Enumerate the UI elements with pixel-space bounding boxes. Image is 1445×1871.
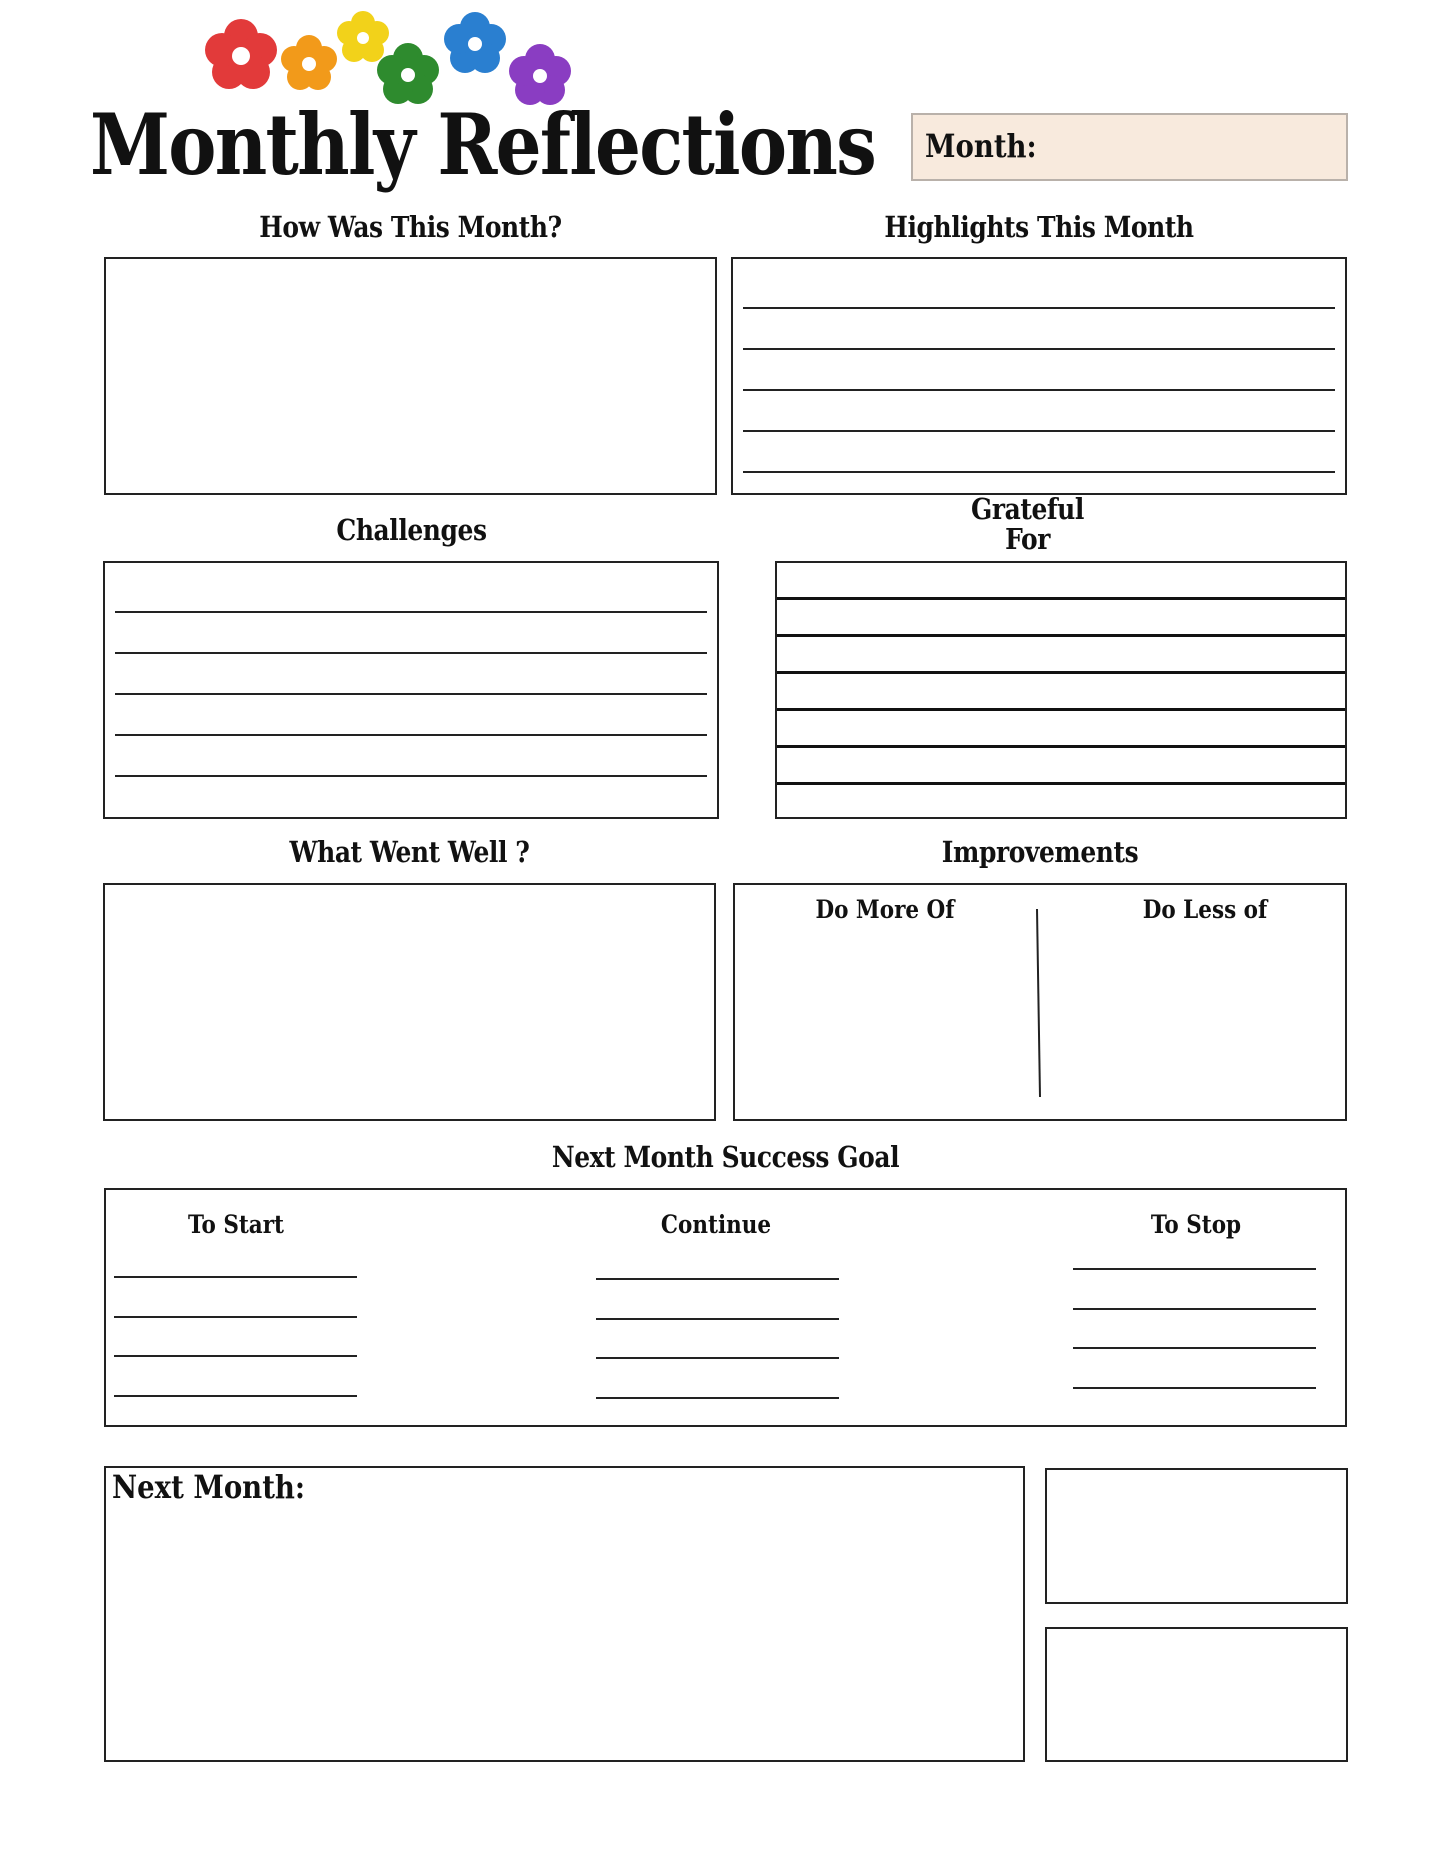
writing-line	[596, 1318, 839, 1320]
writing-line	[115, 652, 707, 654]
month-field[interactable]	[911, 113, 1348, 181]
writing-line	[115, 693, 707, 695]
writing-line	[777, 671, 1345, 674]
writing-line	[1073, 1268, 1316, 1270]
how-was-box[interactable]	[104, 257, 717, 495]
writing-line	[1073, 1387, 1316, 1389]
success-goal-heading: Next Month Success Goal	[551, 1140, 900, 1174]
note-box-bottom[interactable]	[1045, 1627, 1348, 1762]
do-less-label: Do Less of	[1142, 895, 1268, 924]
to-stop-label: To Stop	[1150, 1210, 1242, 1239]
grateful-heading-line1: Grateful	[971, 492, 1084, 526]
writing-line	[777, 782, 1345, 785]
month-label: Month:	[925, 127, 1037, 165]
writing-line	[1073, 1308, 1316, 1310]
writing-line	[777, 708, 1345, 711]
do-more-label: Do More Of	[815, 895, 955, 924]
writing-line	[743, 348, 1335, 350]
writing-line	[1073, 1347, 1316, 1349]
writing-line	[743, 430, 1335, 432]
highlights-box[interactable]	[731, 257, 1347, 495]
writing-line	[596, 1397, 839, 1399]
writing-line	[743, 389, 1335, 391]
success-goal-box[interactable]	[104, 1188, 1347, 1427]
writing-line	[596, 1278, 839, 1280]
grateful-heading	[810, 494, 1244, 554]
writing-line	[777, 634, 1345, 637]
writing-line	[115, 611, 707, 613]
next-month-label: Next Month:	[112, 1468, 306, 1506]
improvements-heading: Improvements	[941, 835, 1139, 869]
challenges-heading: Challenges	[336, 513, 487, 547]
challenges-box[interactable]	[103, 561, 719, 819]
grateful-heading-line2: For	[1005, 522, 1050, 556]
writing-line	[114, 1276, 357, 1278]
writing-line	[114, 1355, 357, 1357]
writing-line	[115, 734, 707, 736]
grateful-box[interactable]	[775, 561, 1347, 819]
went-well-heading: What Went Well ?	[289, 835, 530, 869]
writing-line	[743, 471, 1335, 473]
highlights-heading: Highlights This Month	[884, 210, 1194, 244]
writing-line	[114, 1316, 357, 1318]
to-start-label: To Start	[187, 1210, 284, 1239]
column-divider	[1035, 909, 1047, 1099]
how-was-heading: How Was This Month?	[259, 210, 562, 244]
orange-flower-icon	[281, 35, 337, 90]
continue-label: Continue	[660, 1210, 772, 1239]
writing-line	[114, 1395, 357, 1397]
yellow-flower-icon	[337, 11, 389, 62]
writing-line	[777, 745, 1345, 748]
next-month-box[interactable]	[104, 1466, 1025, 1762]
page-title: Monthly Reflections	[90, 95, 876, 194]
improvements-box[interactable]	[733, 883, 1347, 1121]
writing-line	[743, 307, 1335, 309]
went-well-box[interactable]	[103, 883, 716, 1121]
red-flower-icon	[205, 19, 277, 89]
writing-line	[115, 775, 707, 777]
note-box-top[interactable]	[1045, 1468, 1348, 1604]
writing-line	[596, 1357, 839, 1359]
writing-line	[777, 597, 1345, 600]
blue-flower-icon	[444, 12, 506, 73]
